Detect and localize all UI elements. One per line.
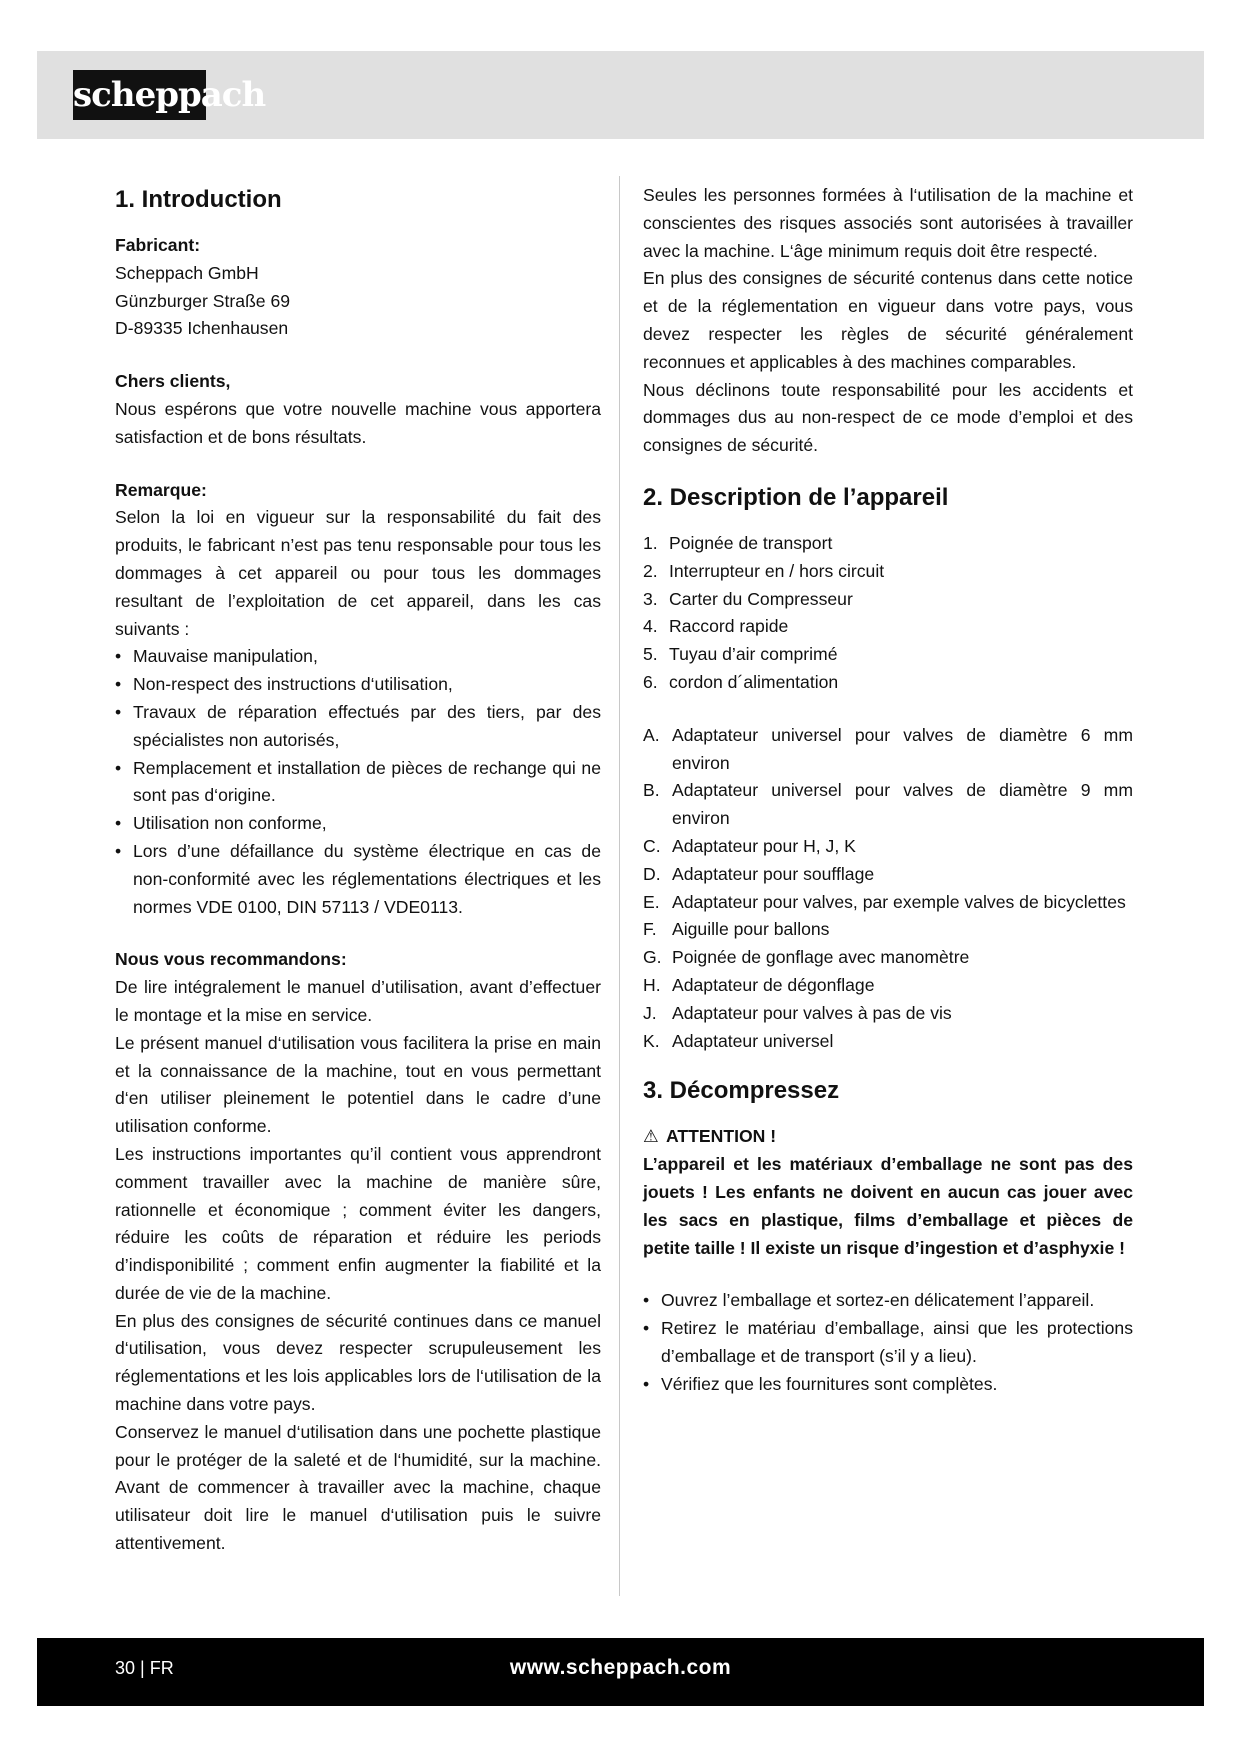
- paragraph: Les instructions importantes qu’il contient vous apprendront comment travailler avec la machine de manière sûre, rationnelle et économique ; comment éviter les dangers, réduire les coûts de réparation et réduire les periods d’indisponibilité ; comment enfin augmenter la fiabilité et la durée de vie de la machine.: [115, 1143, 601, 1303]
- warning-icon: ⚠: [643, 1126, 659, 1147]
- left-column: [115, 182, 601, 1558]
- address-line: Scheppach GmbH: [115, 262, 259, 283]
- list-item: 2. Interrupteur en / hors circuit: [643, 560, 885, 581]
- list-item: 6. cordon d´alimentation: [643, 671, 839, 692]
- list-item: H. Adaptateur de dégonflage: [643, 974, 875, 995]
- list-item: K. Adaptateur universel: [643, 1030, 834, 1051]
- list-item: B. Adaptateur universel pour valves de diamètre 9 mm environ: [643, 780, 1133, 829]
- list-item: A. Adaptateur universel pour valves de diamètre 6 mm environ: [643, 724, 1133, 773]
- page-footer: [37, 1638, 1204, 1706]
- list-item: F. Aiguille pour ballons: [643, 919, 830, 940]
- paragraph: En plus des consignes de sécurité contenus dans cette notice et de la réglementation en vigueur dans votre pays, vous devez respecter les règles de sécurité généralement reconnues et applicables à des machines comparables.: [643, 268, 1133, 372]
- website-link[interactable]: www.scheppach.com: [509, 1656, 732, 1679]
- clients-text: Nous espérons que votre nouvelle machine vous apportera satisfaction et de bons résultats.: [115, 398, 601, 447]
- list-item: G. Poignée de gonflage avec manomètre: [643, 947, 970, 968]
- list-item: J. Adaptateur pour valves à pas de vis: [643, 1002, 952, 1023]
- list-item: • Utilisation non conforme,: [115, 810, 601, 838]
- list-item: • Mauvaise manipulation,: [115, 643, 601, 671]
- list-item: 3. Carter du Compresseur: [643, 588, 853, 609]
- attention-label: ATTENTION !: [666, 1126, 777, 1147]
- section-1-title: 1. Introduction: [115, 186, 282, 213]
- paragraph: Le présent manuel d‘utilisation vous facilitera la prise en main et la connaissance de la machine, tout en vous permettant d‘en utiliser pleinement le potentiel dans le cadre d’une utilisation conforme.: [115, 1032, 601, 1137]
- right-column: [643, 182, 1133, 1398]
- fabricant-label: Fabricant:: [115, 235, 201, 255]
- recommandons-label: Nous vous recommandons:: [115, 949, 347, 970]
- address-line: D-89335 Ichenhausen: [115, 318, 289, 339]
- paragraph: Seules les personnes formées à l‘utilisation de la machine et conscientes des risques associés sont autorisées à travailler avec la machine. L‘âge minimum requis doit être respecté.: [643, 185, 1133, 261]
- list-item: • Ouvrez l’emballage et sortez-en délicatement l’appareil.: [643, 1287, 1133, 1315]
- address-line: Günzburger Straße 69: [115, 290, 291, 311]
- column-divider: [619, 176, 620, 1596]
- remarque-text: Selon la loi en vigueur sur la responsabilité du fait des produits, le fabricant n’est pas tenu responsable pour tous les dommages à cet appareil ou pour tous les dommages resultant de l’exploitation de cet appareil, dans les cas suivants :: [115, 507, 601, 639]
- section-2-title: 2. Description de l’appareil: [643, 483, 949, 511]
- list-item: 1. Poignée de transport: [643, 532, 833, 553]
- list-item: D. Adaptateur pour soufflage: [643, 863, 875, 884]
- list-item: • Lors d’une défaillance du système électrique en cas de non-conformité avec les réglementations électriques et les normes VDE 0100, DIN 57113 / VDE0113.: [115, 838, 601, 921]
- paragraph: En plus des consignes de sécurité continues dans ce manuel d‘utilisation, vous devez respecter scrupuleusement les réglementations et les lois applicables lors de l‘utilisation de la machine dans votre pays.: [115, 1310, 601, 1415]
- list-item: 5. Tuyau d’air comprimé: [643, 644, 838, 665]
- clients-label: Chers clients,: [115, 371, 231, 392]
- list-item: E. Adaptateur pour valves, par exemple valves de bicyclettes: [643, 891, 1126, 912]
- page-header: [37, 51, 1204, 139]
- list-item: • Vérifiez que les fournitures sont complètes.: [643, 1371, 1133, 1399]
- page-number: 30 | FR: [115, 1658, 174, 1678]
- attention-heading: [643, 1123, 1133, 1151]
- parts-numbered-list: [643, 530, 1133, 697]
- remarque-bullet-list: [115, 643, 601, 921]
- accessories-lettered-list: [643, 722, 1133, 1056]
- list-item: • Retirez le matériau d’emballage, ainsi que les protections d’emballage et de transport (s’il y a lieu).: [643, 1315, 1133, 1371]
- section-3-title: 3. Décompressez: [643, 1077, 840, 1105]
- list-item: • Non-respect des instructions d‘utilisation,: [115, 671, 601, 699]
- paragraph: Conservez le manuel d‘utilisation dans une pochette plastique pour le protéger de la saleté et de l‘humidité, sur la machine. Avant de commencer à travailler avec la machine, chaque utilisateur doit lire le manuel d‘utilisation puis le suivre attentivement.: [115, 1421, 601, 1554]
- remarque-label: Remarque:: [115, 479, 207, 500]
- attention-text: L’appareil et les matériaux d’emballage ne sont pas des jouets ! Les enfants ne doivent en aucun cas jouer avec les sacs en plastique, films d’emballage et pièces de petite taille ! Il existe un risque d’ingestion et d’asphyxie !: [643, 1154, 1133, 1258]
- list-item: • Remplacement et installation de pièces de rechange qui ne sont pas d‘origine.: [115, 755, 601, 811]
- unpack-bullet-list: [643, 1287, 1133, 1398]
- list-item: • Travaux de réparation effectués par des tiers, par des spécialistes non autorisés,: [115, 699, 601, 755]
- scheppach-logo: scheppach: [73, 70, 206, 120]
- paragraph: De lire intégralement le manuel d’utilisation, avant d’effectuer le montage et la mise en service.: [115, 977, 601, 1025]
- list-item: C. Adaptateur pour H, J, K: [643, 835, 856, 856]
- paragraph: Nous déclinons toute responsabilité pour les accidents et dommages dus au non-respect de ce mode d’emploi et des consignes de sécurité.: [643, 379, 1133, 456]
- list-item: 4. Raccord rapide: [643, 616, 789, 637]
